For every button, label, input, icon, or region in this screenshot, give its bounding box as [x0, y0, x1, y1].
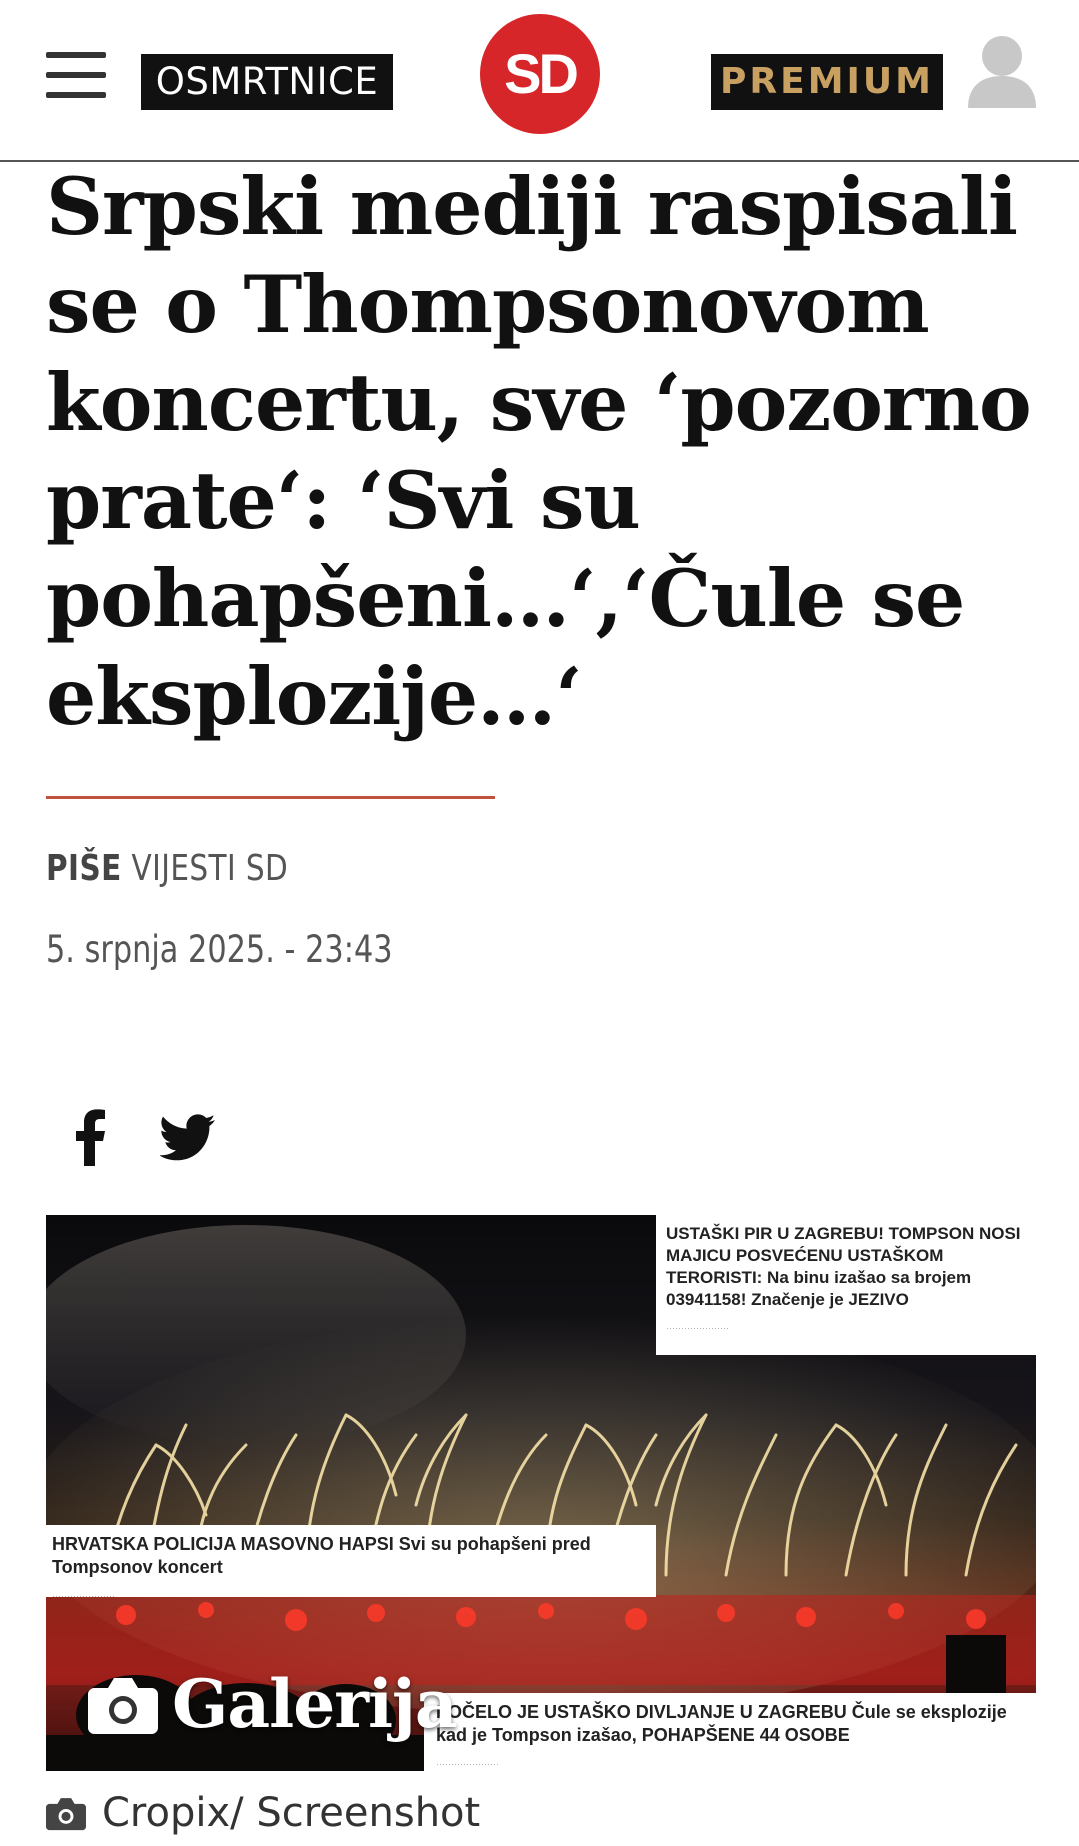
publish-date: 5. srpnja 2025. - 23:43: [46, 928, 393, 971]
card-top-headline: USTAŠKI PIR U ZAGREBU! TOMPSON NOSI MAJICU POSVEĆENU USTAŠKOM TERORISTI: Na binu izašao sa brojem 03941158! Značenje je JEZIVO: [666, 1224, 1021, 1309]
article-image[interactable]: [46, 1215, 1036, 1771]
camera-icon: [46, 1795, 86, 1831]
site-header: [0, 0, 1079, 162]
gallery-button[interactable]: [88, 1665, 457, 1743]
premium-button[interactable]: PREMIUM: [711, 54, 943, 110]
gallery-label: Galerija: [172, 1665, 457, 1743]
card-mid-meta: ·····················: [52, 1591, 115, 1601]
site-logo[interactable]: SD: [480, 14, 600, 134]
twitter-icon[interactable]: [160, 1114, 216, 1162]
user-icon[interactable]: [966, 34, 1038, 108]
byline: [46, 848, 288, 889]
title-divider: [46, 796, 495, 799]
embedded-news-card-top: [656, 1215, 1036, 1355]
image-caption: [46, 1790, 480, 1836]
byline-author[interactable]: VIJESTI SD: [131, 848, 289, 889]
byline-label: PIŠE: [46, 848, 122, 889]
facebook-icon[interactable]: [72, 1108, 108, 1166]
card-bot-meta: ·····················: [436, 1759, 499, 1769]
osmrtnice-button[interactable]: OSMRTNICE: [141, 54, 393, 110]
article-title: Srpski mediji raspisali se o Thompsonovom koncertu, sve ‘pozorno prate‘: ‘Svi su pohapšeni…‘,‘Čule se eksplozije…‘: [46, 160, 1031, 743]
camera-icon: [88, 1674, 158, 1734]
card-top-meta: ·····················: [666, 1323, 729, 1333]
embedded-news-card-middle: [46, 1525, 656, 1601]
menu-icon[interactable]: [46, 52, 106, 102]
embedded-news-card-bottom: [424, 1693, 1036, 1771]
card-mid-headline: HRVATSKA POLICIJA MASOVNO HAPSI Svi su pohapšeni pred Tompsonov koncert: [52, 1534, 591, 1577]
card-bot-headline: POČELO JE USTAŠKO DIVLJANJE U ZAGREBU Čule se eksplozije kad je Tompson izašao, POHAPŠENE 44 OSOBE: [436, 1702, 1007, 1745]
caption-text: Cropix/ Screenshot: [102, 1790, 481, 1836]
